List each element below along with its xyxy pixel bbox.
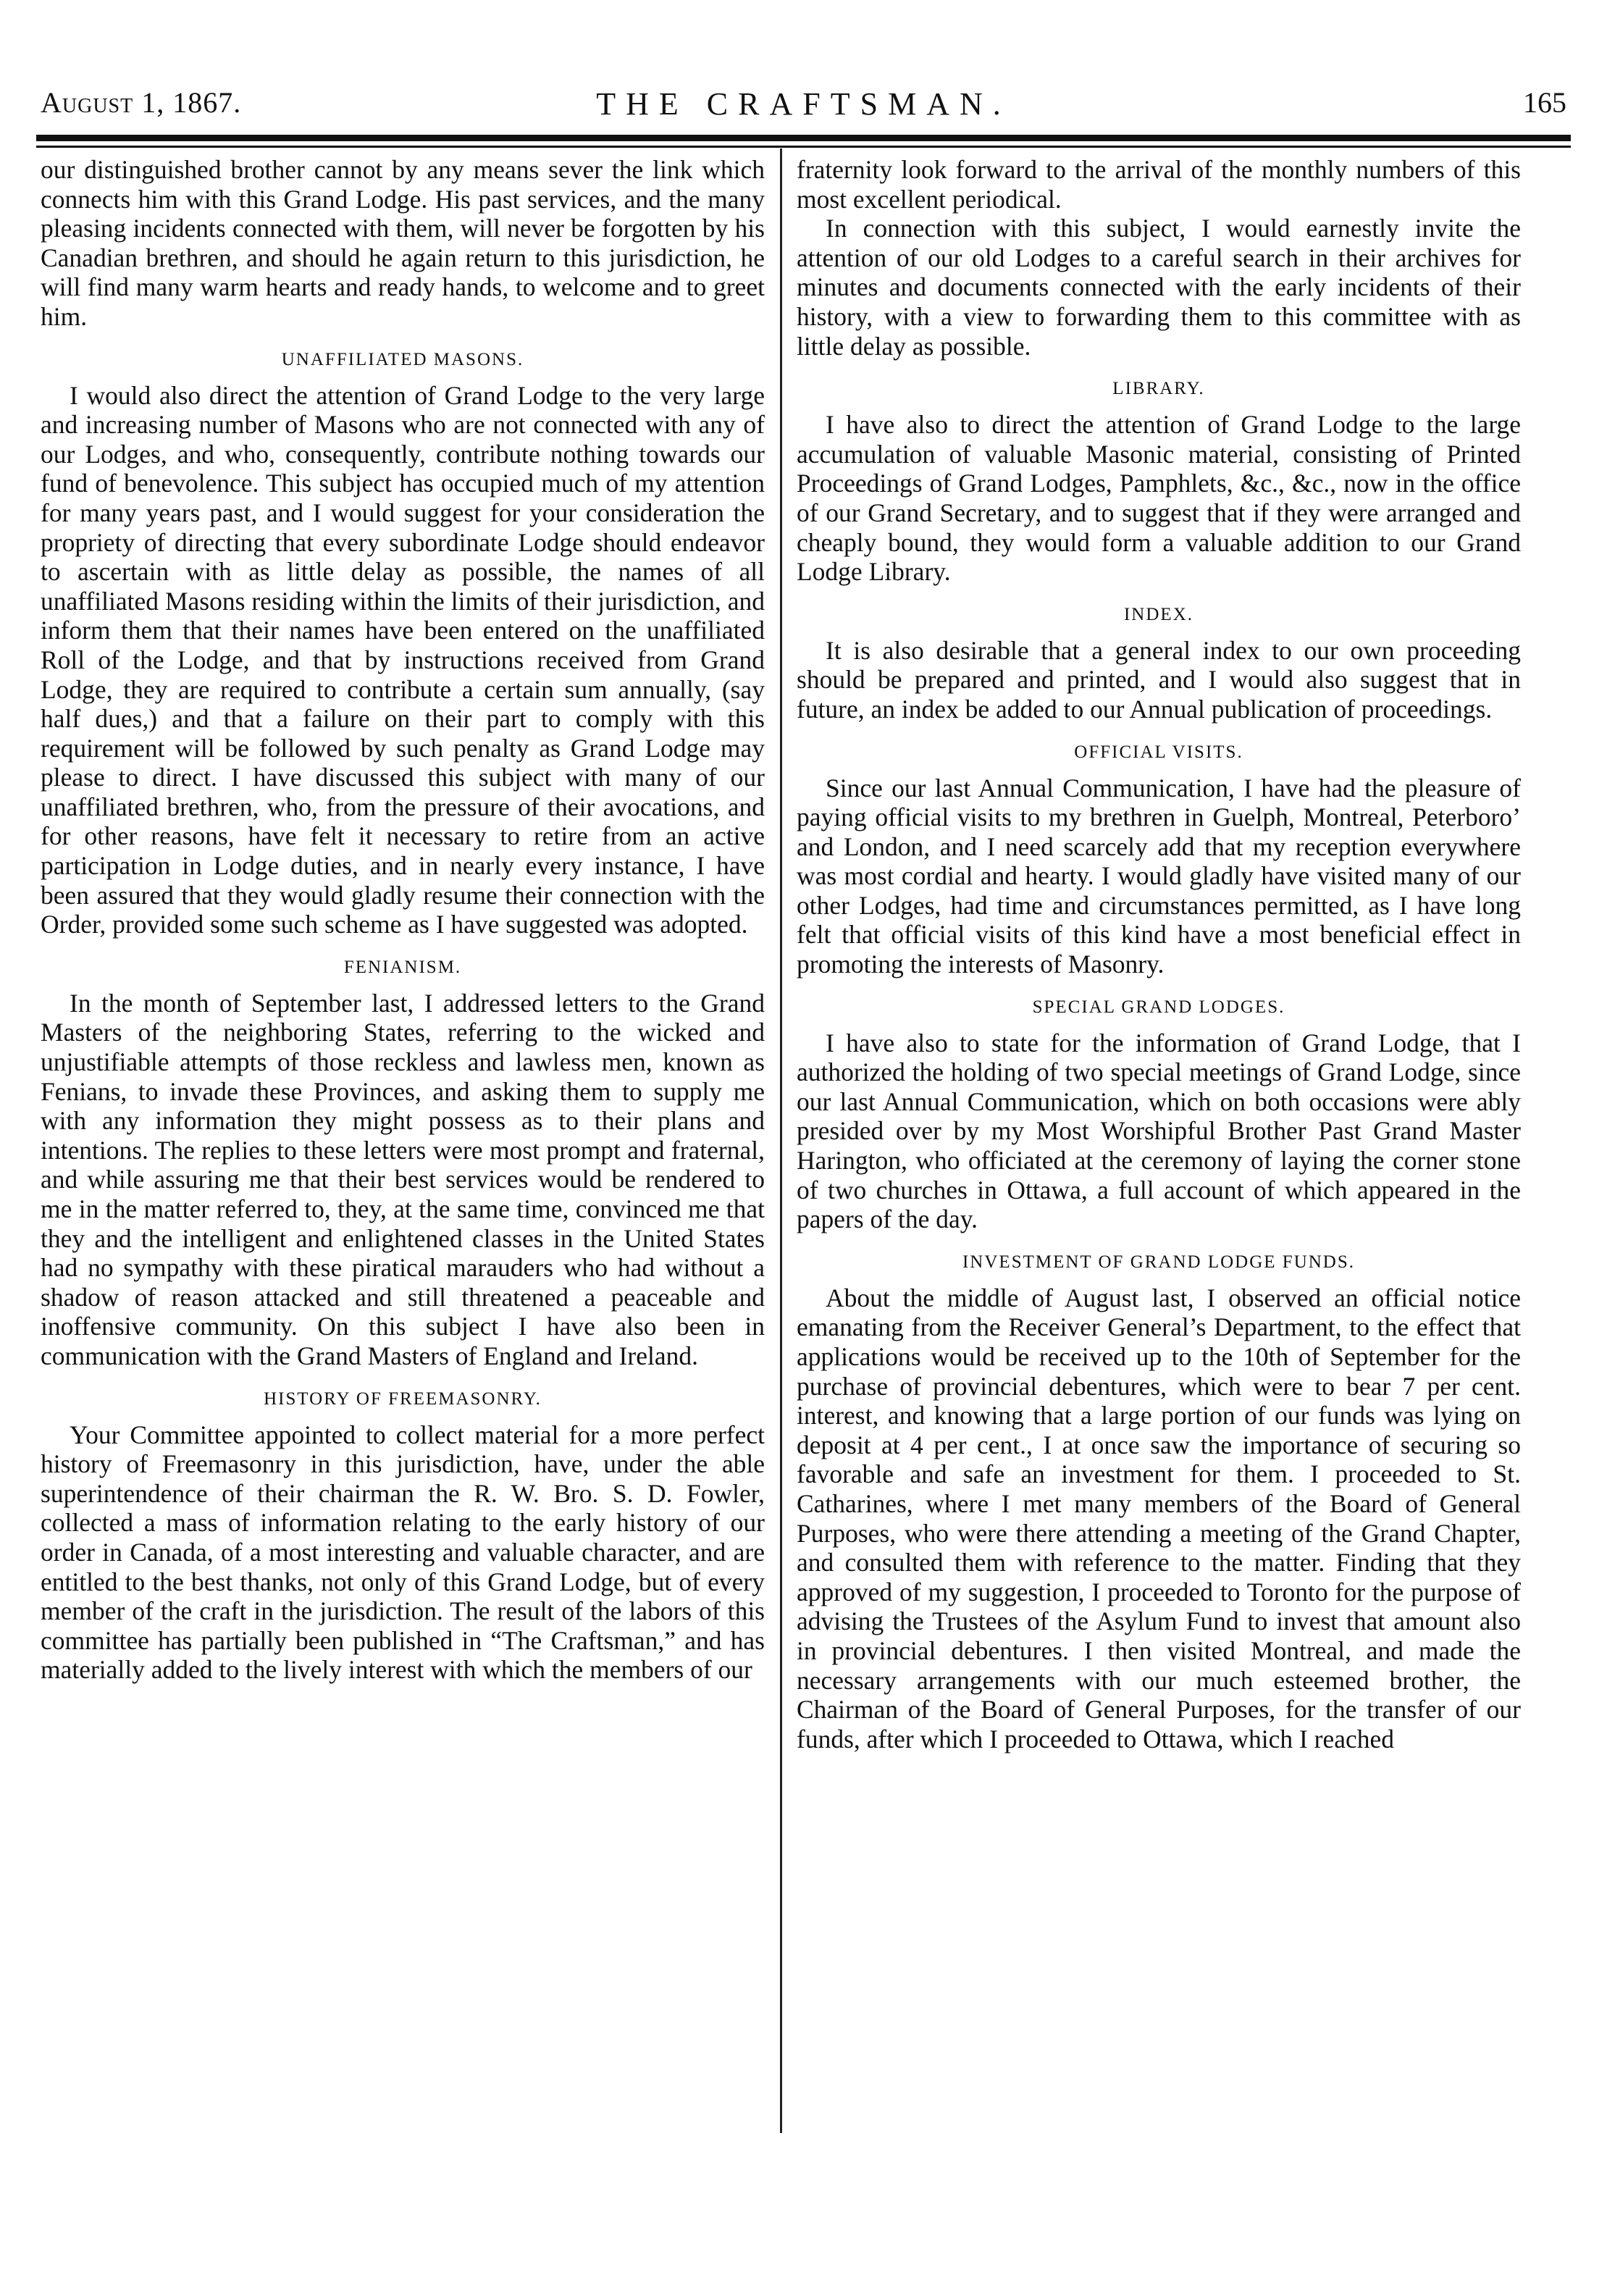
section-heading-investment-of-funds: INVESTMENT OF GRAND LODGE FUNDS. — [962, 1252, 1356, 1272]
section-heading-special-grand-lodges: SPECIAL GRAND LODGES. — [1032, 997, 1285, 1017]
left-column — [41, 155, 765, 2197]
paragraph-history-of-freemasonry: Your Committee appointed to collect material for a more perfect history of Freemasonry in this jurisdiction, have, under the able superintendence of their chairman the R. W. Bro. S. D. Fowler, collected a mass of information relating to the early history of our order in Canada, of a most interesting and valuable character, and are entitled to the best thanks, not only of this Grand Lodge, but of every member of the craft in the jurisdiction. The result of the labors of this committee has partially been published in “The Craftsman,” and has materially added to the lively interest with which the members of our — [41, 1420, 765, 1685]
paragraph-official-visits: Since our last Annual Communication, I have had the pleasure of paying official visits to my brethren in Guelph, Montreal, Peterboro’ and London, and I need scarcely add that my reception everywhere was most cordial and hearty. I would gladly have visited many of our other Lodges, had time and circumstances permitted, as I have long felt that official visits of this kind have a most beneficial effect in promoting the interests of Masonry. — [797, 773, 1521, 979]
issue-date: August 1, 1867. — [41, 86, 242, 119]
right-column — [797, 155, 1521, 2197]
publication-title: THE CRAFTSMAN. — [596, 86, 1011, 122]
paragraph-investment-of-funds: About the middle of August last, I observed an official notice emanating from the Receiver General’s Department, to the effect that applications would be received up to the 10th of September for the purchase of provincial debentures, which were to bear 7 per cent. interest, and knowing that a large portion of our funds was lying on deposit at 4 per cent., I at once saw the importance of securing so favorable and safe an investment for them. I proceeded to St. Catharines, where I met many members of the Board of General Purposes, who were there attending a meeting of the Grand Chapter, and consulted them with reference to the matter. Finding that they approved of my suggestion, I proceeded to Toronto for the purpose of advising the Trustees of the Asylum Fund to invest that amount also in provincial debentures. I then visited Montreal, and made the necessary arrangements with our much esteemed brother, the Chairman of the Board of General Purposes, for the transfer of our funds, after which I proceeded to Ottawa, which I reached — [797, 1283, 1521, 1754]
paragraph-index: It is also desirable that a general index to our own proceeding should be prepared and printed, and I would also suggest that in future, an index be added to our Annual publication of proceedings. — [797, 635, 1521, 724]
section-heading-official-visits: OFFICIAL VISITS. — [1074, 742, 1243, 762]
header-rule-thick — [36, 135, 1571, 141]
paragraph-unaffiliated-masons: I would also direct the attention of Grand Lodge to the very large and increasing number of Masons who are not connected with any of our Lodges, and who, consequently, contribute nothing towards our fund of benevolence. This subject has occupied much of my attention for many years past, and I would suggest for your consideration the propriety of directing that every subordinate Lodge should endeavor to ascertain with as little delay as possible, the names of all unaffiliated Masons residing within the limits of their jurisdiction, and inform them that their names have been entered on the unaffiliated Roll of the Lodge, and that by instructions received from Grand Lodge, they are required to contribute a certain sum annually, (say half dues,) and that a failure on their part to comply with this requirement will be followed by such penalty as Grand Lodge may please to direct. I have discussed this subject with many of our unaffiliated brethren, who, from the pressure of their avocations, and for other reasons, have felt it necessary to retire from an active participation in Lodge duties, and in nearly every instance, I have been assured that they would gladly resume their connection with the Order, provided some such scheme as I have suggested was adopted. — [41, 380, 765, 939]
column-divider — [780, 148, 782, 2133]
paragraph-special-grand-lodges: I have also to state for the information of Grand Lodge, that I authorized the holding of two special meetings of Grand Lodge, since our last Annual Communication, which on both occasions were ably presided over by my Most Worshipful Brother Past Grand Master Harington, who officiated at the ceremony of laying the corner stone of two churches in Ottawa, a full account of which appeared in the papers of the day. — [797, 1028, 1521, 1234]
section-heading-unaffiliated-masons: UNAFFILIATED MASONS. — [281, 349, 524, 369]
paragraph-continued: fraternity look forward to the arrival of the monthly numbers of this most excellent periodical. — [797, 155, 1521, 214]
header-rule-thin — [36, 146, 1571, 148]
section-heading-library: LIBRARY. — [1112, 379, 1205, 399]
running-head — [41, 85, 1566, 129]
section-heading-fenianism: FENIANISM. — [343, 957, 462, 977]
page-number: 165 — [1523, 86, 1566, 119]
paragraph-library: I have also to direct the attention of Grand Lodge to the large accumulation of valuable Masonic material, consisting of Printed Proceedings of Grand Lodges, Pamphlets, &c., &c., now in the office of our Grand Secretary, and to suggest that if they were arranged and cheaply bound, they would form a valuable addition to our Grand Lodge Library. — [797, 410, 1521, 587]
section-heading-history-of-freemasonry: HISTORY OF FREEMASONRY. — [264, 1388, 542, 1409]
paragraph-archives: In connection with this subject, I would earnestly invite the attention of our old Lodges to a careful search in their archives for minutes and documents connected with the early incidents of their history, with a view to forwarding them to this committee with as little delay as possible. — [797, 214, 1521, 361]
paragraph-continued: our distinguished brother cannot by any means sever the link which connects him with this Grand Lodge. His past services, and the many pleasing incidents connected with them, will never be forgotten by his Canadian brethren, and should he again return to this jurisdiction, he will find many warm hearts and ready hands, to welcome and to greet him. — [41, 155, 765, 331]
paragraph-fenianism: In the month of September last, I addressed letters to the Grand Masters of the neighboring States, referring to the wicked and unjustifiable attempts of those reckless and lawless men, known as Fenians, to invade these Provinces, and asking them to supply me with any information they might possess as to their plans and intentions. The replies to these letters were most prompt and fraternal, and while assuring me that their best services would be rendered to me in the matter referred to, they, at the same time, convinced me that they and the intelligent and enlightened classes in the United States had no sympathy with these piratical marauders who had without a shadow of reason attacked and still threatened a peaceable and inoffensive community. On this subject I have also been in communication with the Grand Masters of England and Ireland. — [41, 988, 765, 1370]
section-heading-index: INDEX. — [1123, 604, 1193, 624]
